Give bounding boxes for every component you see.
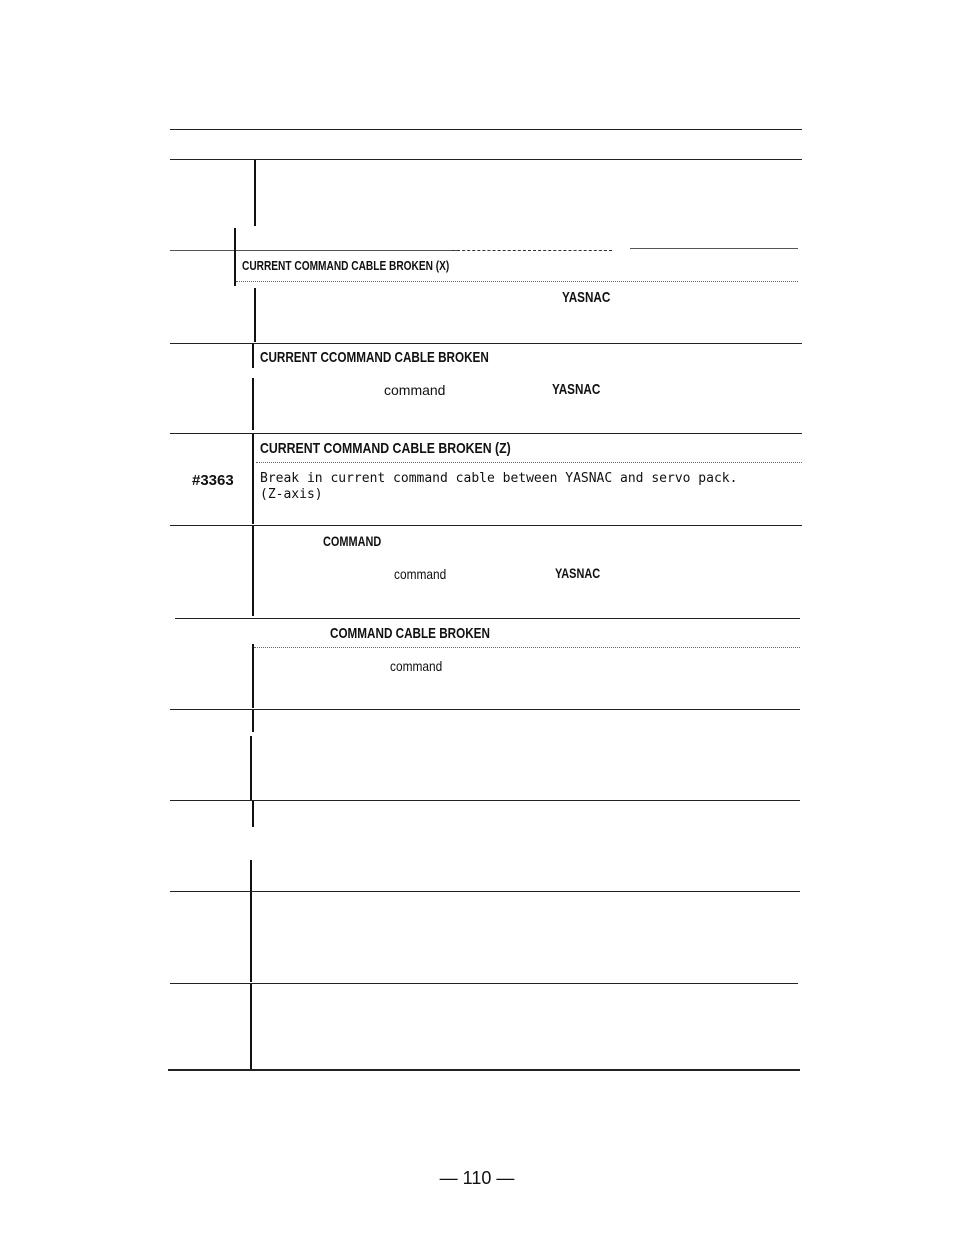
top-rule [170, 129, 802, 130]
column-divider [252, 710, 254, 732]
command-word: command [394, 566, 447, 582]
error-description: Break in current command cable between YASNAC and servo pack. [260, 471, 738, 486]
title-separator [256, 462, 802, 463]
column-divider [250, 892, 252, 982]
yasnac-label: YASNAC [562, 289, 611, 306]
command-word: command [390, 658, 443, 674]
row-rule [170, 250, 460, 251]
column-divider [250, 984, 252, 1070]
column-divider [250, 860, 252, 892]
row-rule [170, 891, 800, 892]
column-divider [252, 434, 254, 524]
row-rule [170, 709, 800, 710]
column-divider [252, 344, 254, 368]
yasnac-label: YASNAC [555, 565, 601, 581]
row-rule-dashed [452, 250, 612, 251]
page-number: — 110 — [439, 1168, 515, 1188]
error-code: #3363 [192, 472, 234, 489]
row-rule [170, 525, 802, 526]
bottom-rule [168, 1069, 800, 1071]
column-divider [252, 526, 254, 616]
title-separator [254, 647, 800, 648]
row-rule [175, 618, 800, 619]
yasnac-label: YASNAC [552, 381, 601, 398]
error-description-axis: (Z-axis) [260, 487, 323, 502]
command-word: command [384, 382, 446, 398]
column-divider [254, 160, 256, 226]
title-separator [236, 281, 798, 282]
error-title-z: CURRENT COMMAND CABLE BROKEN (Z) [260, 440, 511, 457]
column-divider [252, 378, 254, 430]
row-rule [170, 800, 800, 801]
column-divider [250, 736, 252, 800]
row-rule [170, 343, 802, 344]
column-divider [234, 228, 236, 286]
column-divider [254, 288, 256, 342]
row-rule [630, 248, 798, 249]
error-title-x: CURRENT COMMAND CABLE BROKEN (X) [242, 258, 450, 273]
header-rule [170, 159, 802, 160]
command-upper-label: COMMAND [323, 533, 382, 549]
error-title-5: COMMAND CABLE BROKEN [330, 625, 490, 642]
row-rule [170, 983, 798, 984]
error-title-y: CURRENT CCOMMAND CABLE BROKEN [260, 349, 489, 366]
row-rule [170, 433, 802, 434]
column-divider [252, 644, 254, 708]
column-divider [252, 801, 254, 827]
